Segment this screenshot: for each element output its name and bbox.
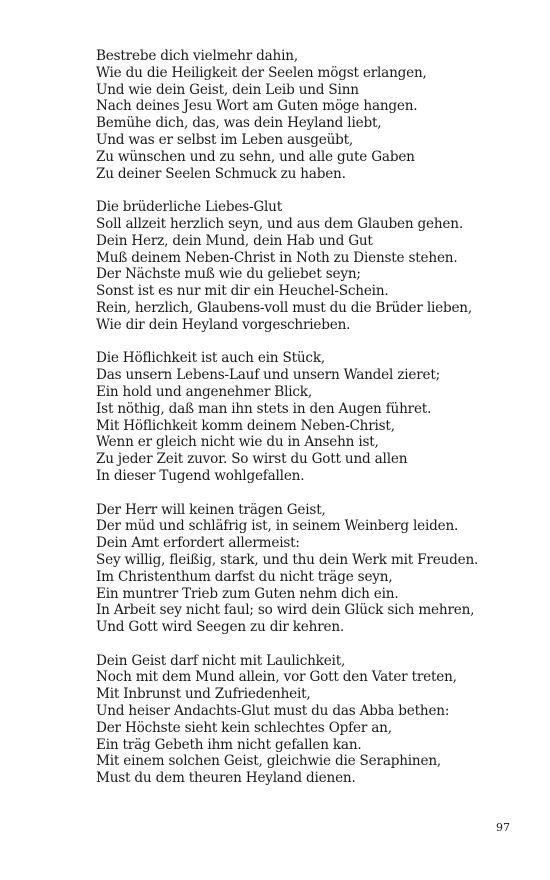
verse-line: Der Nächste muß wie du geliebet seyn; [96,266,361,283]
stanza-2 [96,199,526,333]
verse-line: Und was er selbst im Leben ausgeübt, [96,131,354,148]
verse-line: Dein Amt erfordert allermeist: [96,535,300,552]
verse-line: Und wie dein Geist, dein Leib und Sinn [96,81,359,98]
stanza-3 [96,350,526,484]
stanza-5 [96,653,526,787]
verse-line: Wenn er gleich nicht wie du in Ansehn ist, [96,434,379,451]
verse-line: Die Höflichkeit ist auch ein Stück, [96,350,325,367]
verse-line: Bestrebe dich vielmehr dahin, [96,48,298,64]
verse-line: Rein, herzlich, Glaubens-voll must du die Brüder lieben, [96,299,472,316]
verse-line: Im Christenthum darfst du nicht träge seyn, [96,568,393,585]
verse-line: In dieser Tugend wohlgefallen. [96,467,305,484]
stanza-4 [96,502,526,636]
verse-line: Must du dem theuren Heyland dienen. [96,770,356,787]
verse-line: Mit Höflichkeit komm deinem Neben-Christ, [96,417,395,434]
verse-line: Ist nöthig, daß man ihn stets in den Augen führet. [96,400,432,417]
verse-line: In Arbeit sey nicht faul; so wird dein Glück sich mehren, [96,602,475,619]
verse-line: Der müd und schläfrig ist, in seinem Weinberg leiden. [96,518,459,535]
verse-line: Zu deiner Seelen Schmuck zu haben. [96,165,346,182]
verse-line: Mit Inbrunst und Zufriedenheit, [96,686,311,703]
verse-line: Zu wünschen und zu sehn, und alle gute Gaben [96,148,415,165]
verse-line: Soll allzeit herzlich seyn, und aus dem Glauben gehen. [96,215,463,232]
verse-line: Bemühe dich, das, was dein Heyland liebt, [96,115,382,132]
verse-line: Zu jeder Zeit zuvor. So wirst du Gott und allen [96,451,408,468]
verse-line: Sey willig, fleißig, stark, und thu dein Werk mit Freuden. [96,551,479,568]
verse-line: Ein hold und angenehmer Blick, [96,383,312,400]
verse-line: Dein Herz, dein Mund, dein Hab und Gut [96,232,373,249]
verse-line: Die brüderliche Liebes-Glut [96,199,283,216]
verse-line: Wie dir dein Heyland vorgeschrieben. [96,316,351,333]
verse-line: Mit einem solchen Geist, gleichwie die Seraphinen, [96,753,441,770]
verse-line: Der Höchste sieht kein schlechtes Opfer an, [96,719,392,736]
stanza-1 [96,48,526,182]
page-number: 97 [496,821,510,834]
verse-line: Muß deinem Neben-Christ in Noth zu Dienste stehen. [96,249,458,266]
verse-line: Sonst ist es nur mit dir ein Heuchel-Schein. [96,283,389,300]
verse-line: Das unsern Lebens-Lauf und unsern Wandel zieret; [96,367,441,384]
verse-line: Wie du die Heiligkeit der Seelen mögst erlangen, [96,64,427,81]
verse-line: Dein Geist darf nicht mit Laulichkeit, [96,652,346,669]
verse-line: Ein träg Gebeth ihm nicht gefallen kan. [96,736,362,753]
poem-body [96,48,526,804]
verse-line: Ein muntrer Trieb zum Guten nehm dich ein. [96,585,399,602]
verse-line: Und Gott wird Seegen zu dir kehren. [96,619,345,636]
verse-line: Und heiser Andachts-Glut must du das Abba bethen: [96,703,450,720]
verse-line: Der Herr will keinen trägen Geist, [96,501,326,518]
verse-line: Noch mit dem Mund allein, vor Gott den Vater treten, [96,669,457,686]
verse-line: Nach deines Jesu Wort am Guten möge hangen. [96,98,418,115]
